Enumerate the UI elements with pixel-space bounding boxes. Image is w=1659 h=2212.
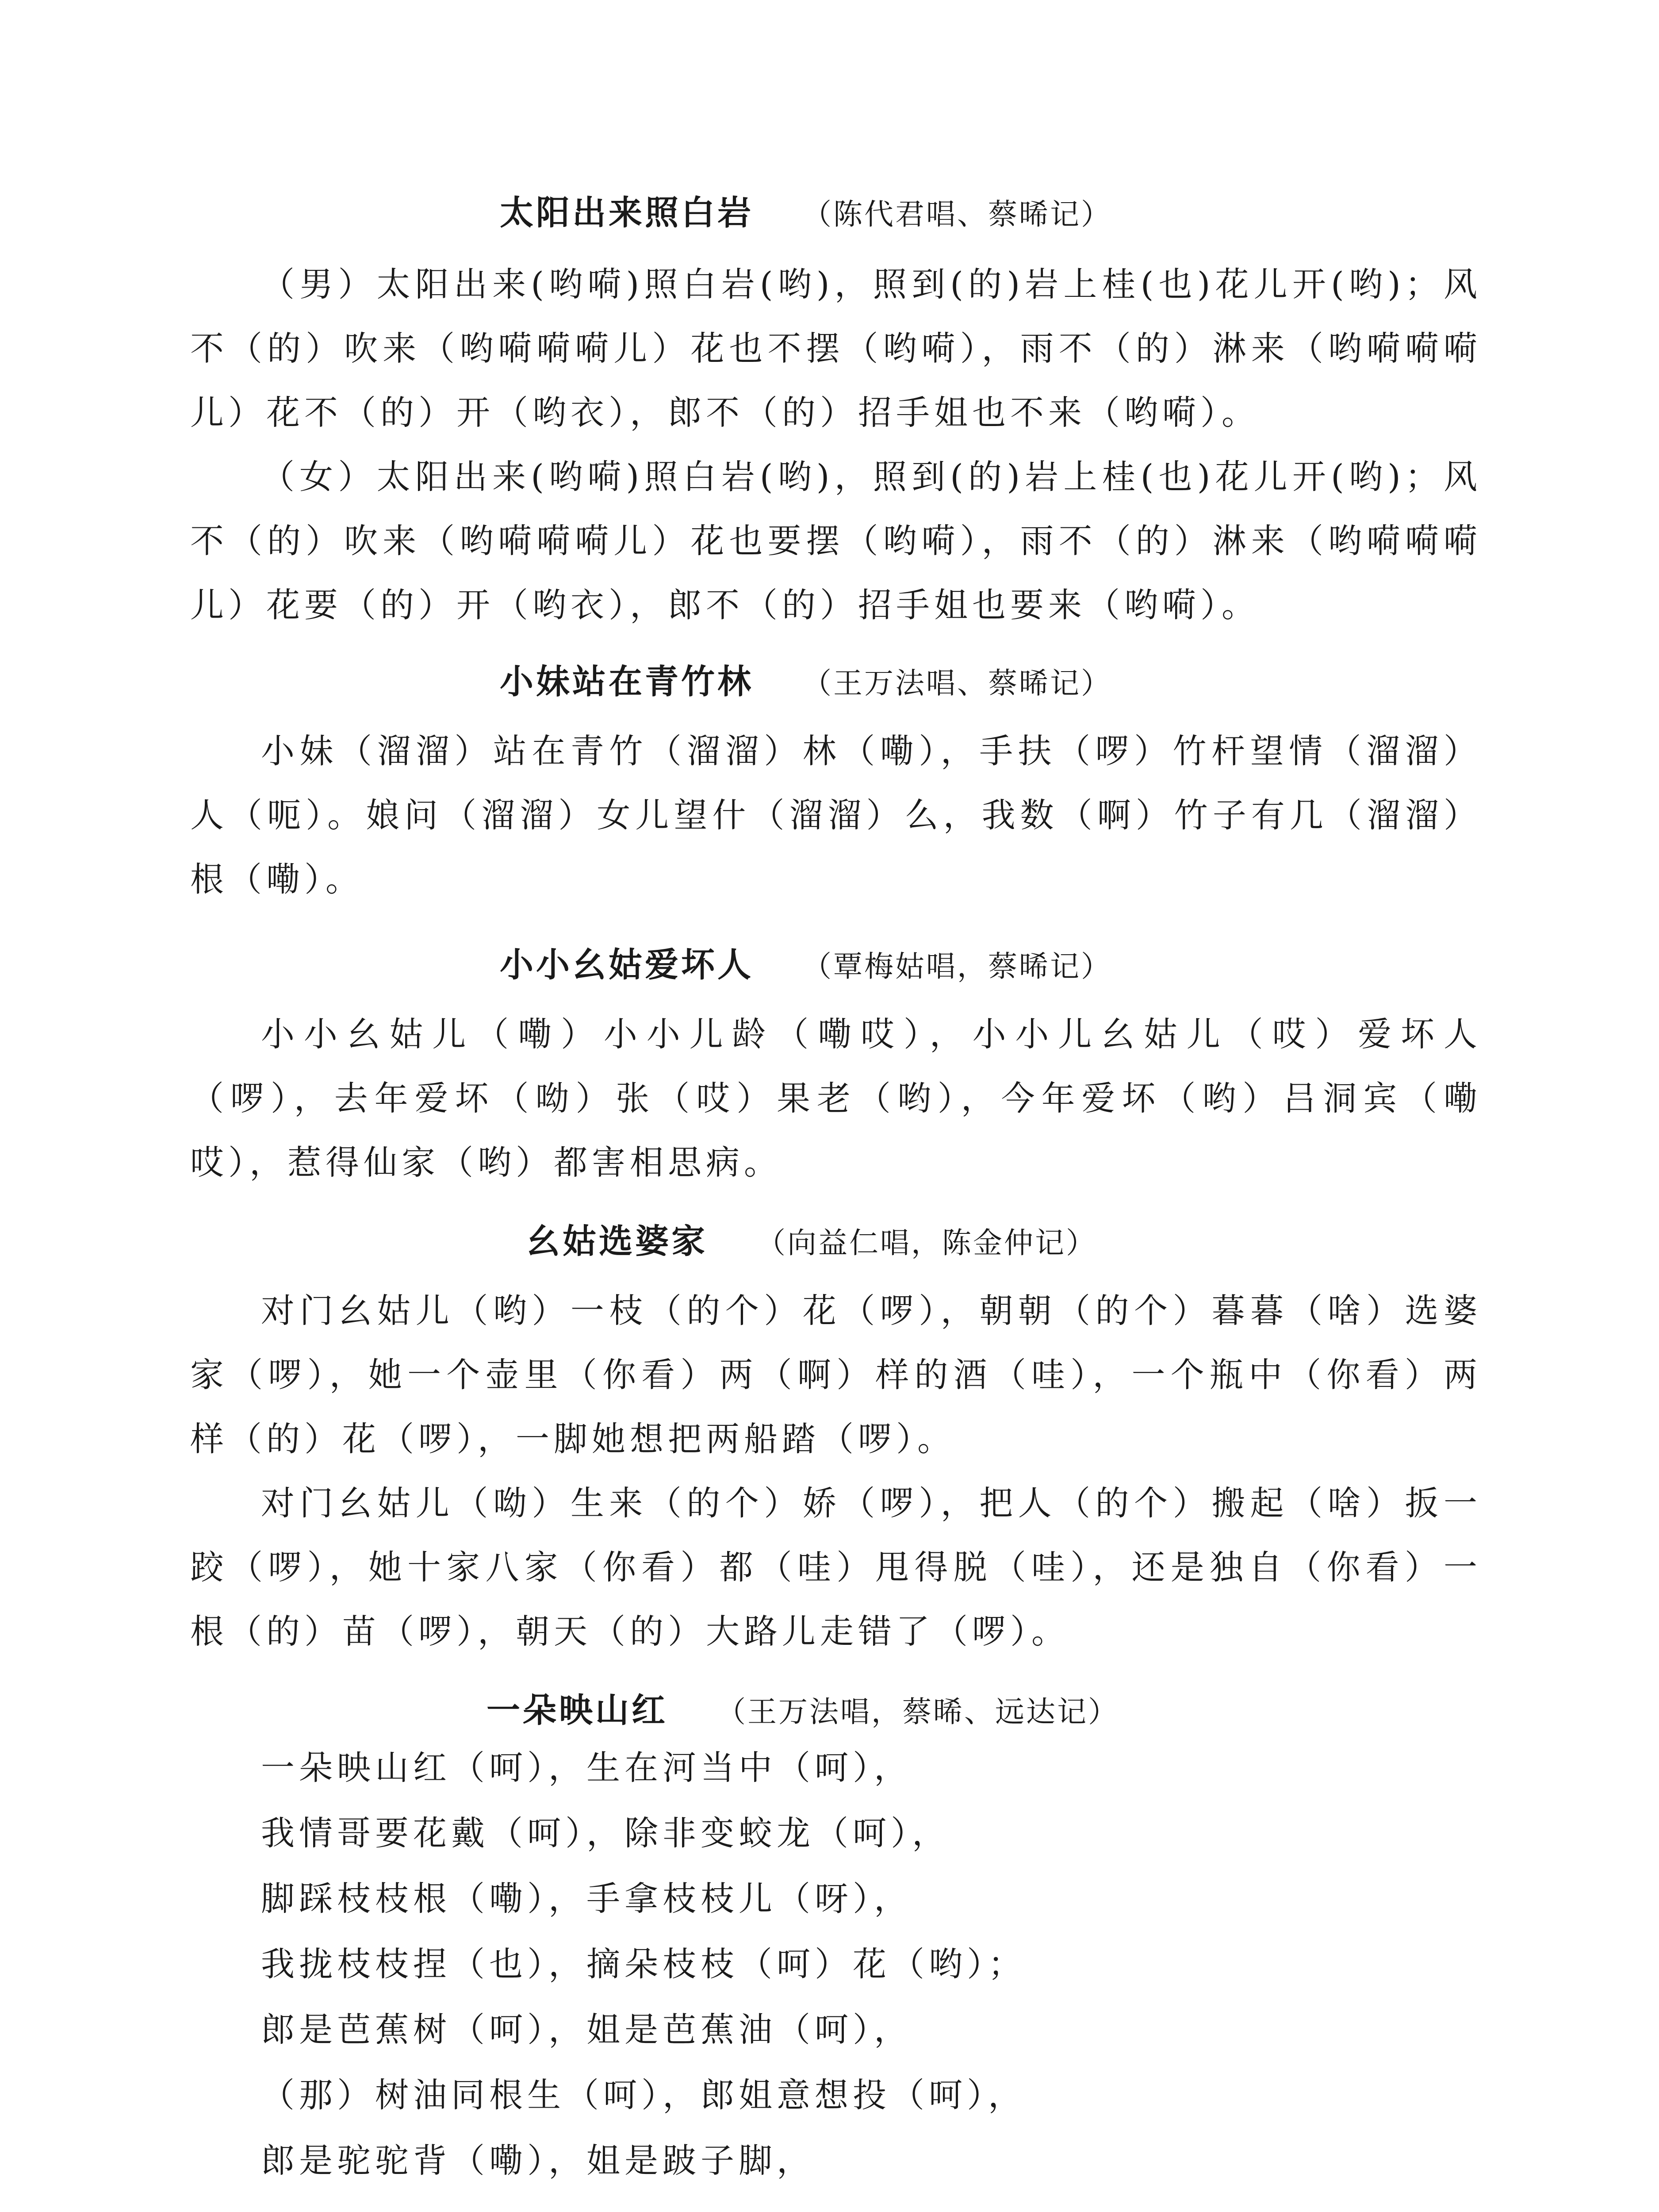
lyric-paragraph: 小妹（溜溜）站在青竹（溜溜）林（嘞），手扶（啰）竹杆望情（溜溜）人（呃）。娘问（溜溜）女儿望什（溜溜）么，我数（啊）竹子有几（溜溜）根（嘞）。 — [190, 731, 1482, 899]
lyric-paragraph: 对门幺姑儿（呦）生来（的个）娇（啰），把人（的个）搬起（啥）扳一跤（啰），她十家八家（你看）都（哇）甩得脱（哇），还是独自（你看）一根（的）苗（啰），朝天（的）大路儿走错了（啰）。 — [190, 1483, 1482, 1651]
song-heading — [190, 1683, 1482, 1736]
lyric-paragraph: 小小幺姑儿（嘞）小小儿龄（嘞哎），小小儿幺姑儿（哎）爱坏人（啰），去年爱坏（呦）张（哎）果老（哟），今年爱坏（哟）吕洞宾（嘞哎），惹得仙家（哟）都害相思病。 — [190, 1014, 1482, 1182]
song-heading — [190, 655, 1482, 708]
verse-line: 脚踩枝枝根（嘞），手拿枝枝儿（呀）， — [261, 1879, 912, 1918]
song-credit: （陈代君唱、蔡晞记） — [802, 197, 1112, 231]
verse-line: （那）树油同根生（呵），郎姐意想投（呵）， — [261, 2075, 1026, 2115]
song-heading — [190, 938, 1482, 991]
verse-line: 一朵映山红（呵），生在河当中（呵）， — [261, 1748, 912, 1787]
song-credit: （王万法唱、蔡晞记） — [802, 666, 1112, 700]
song-heading — [190, 186, 1482, 239]
song-title: 一朵映山红 — [487, 1690, 668, 1730]
song-title: 幺姑选婆家 — [526, 1221, 708, 1261]
song-credit: （向益仁唱，陈金仲记） — [756, 1226, 1097, 1260]
song-title: 太阳出来照白岩 — [500, 193, 754, 232]
song-title: 小妹站在青竹林 — [500, 662, 754, 701]
verse-line: 郎是芭蕉树（呵），姐是芭蕉油（呵）， — [261, 2010, 912, 2049]
lyric-paragraph: 对门幺姑儿（哟）一枝（的个）花（啰），朝朝（的个）暮暮（啥）选婆家（啰），她一个壶里（你看）两（啊）样的酒（哇），一个瓶中（你看）两样（的）花（啰），一脚她想把两船踏（啰）。 — [190, 1291, 1482, 1459]
song-heading — [190, 1214, 1482, 1267]
lyric-paragraph: （男）太阳出来(哟嗬)照白岩(哟)，照到(的)岩上桂(也)花儿开(哟)；风不（的）吹来（哟嗬嗬嗬儿）花也不摆（哟嗬），雨不（的）淋来（哟嗬嗬嗬儿）花不（的）开（哟衣），郎不（的）招手姐也不来（哟嗬）。 — [190, 265, 1482, 432]
song-credit: （覃梅姑唱，蔡晞记） — [802, 949, 1112, 983]
song-credit: （王万法唱，蔡晞、远达记） — [716, 1695, 1119, 1729]
verse-line: 我拢枝枝捏（也），摘朵枝枝（呵）花（哟）； — [261, 1944, 1026, 1984]
verse-line: 我情哥要花戴（呵），除非变蛟龙（呵）， — [261, 1813, 950, 1853]
song-title: 小小幺姑爱坏人 — [500, 945, 754, 984]
lyric-paragraph: （女）太阳出来(哟嗬)照白岩(哟)，照到(的)岩上桂(也)花儿开(哟)；风不（的）吹来（哟嗬嗬嗬儿）花也要摆（哟嗬），雨不（的）淋来（哟嗬嗬嗬儿）花要（的）开（哟衣），郎不（的）招手姐也要来（哟嗬）。 — [190, 457, 1482, 625]
verse-line: 郎是驼驼背（嘞），姐是跛子脚， — [261, 2141, 815, 2180]
